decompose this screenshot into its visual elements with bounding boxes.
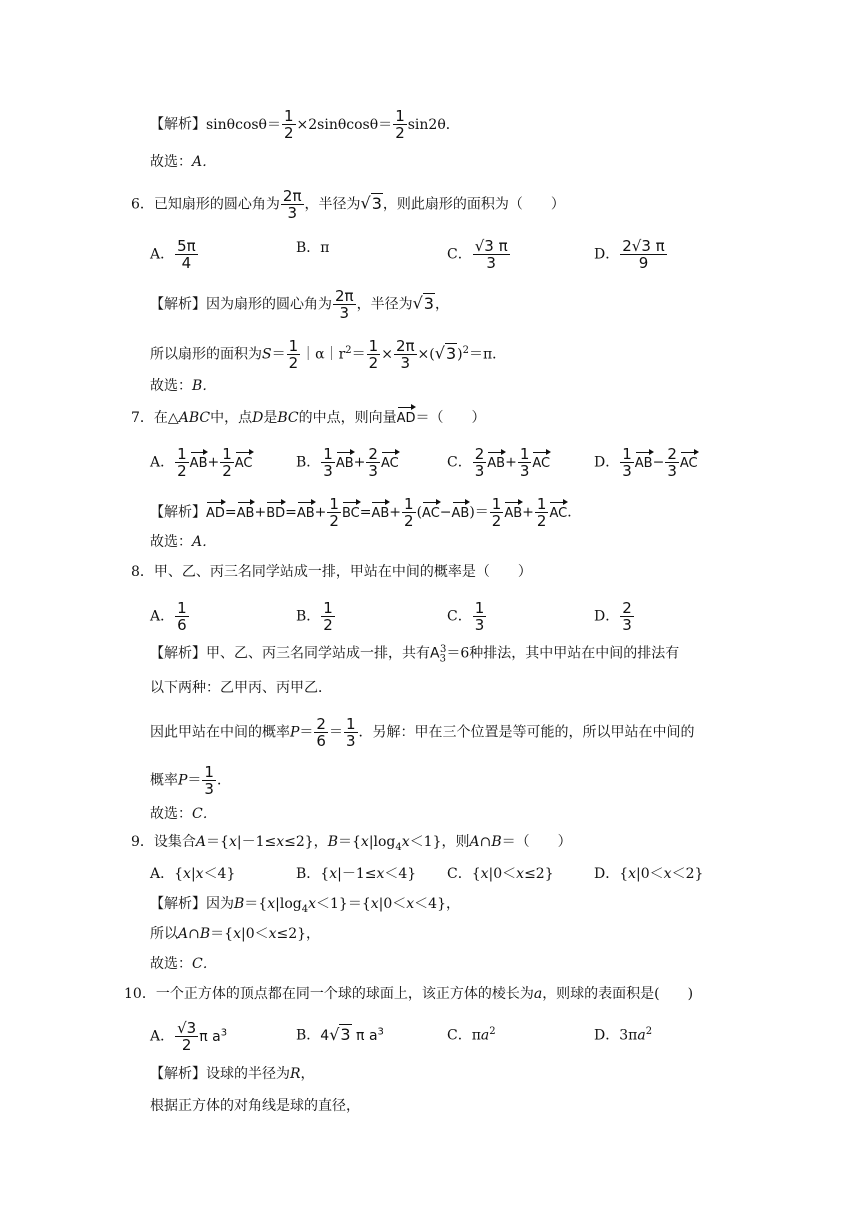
- q8-stem: 8．甲、乙、丙三名同学站成一排，甲站在中间的概率是（ ）: [131, 564, 532, 580]
- q9-stem: 9．设集合A＝{x|－1≤x≤2}，$B=\{x|\log_4x<1\}$，则A∩B＝（ ）: [131, 834, 572, 853]
- q7-option-b: B． $\frac{1}{3}$ AB+ $\frac{2}{3}$ AC: [296, 445, 399, 480]
- q8-option-d: D． $\frac{2}{3}$: [594, 599, 632, 634]
- q9-option-d: D．{x|0＜x＜2}: [594, 866, 704, 882]
- q8-analysis-3: 因此甲站在中间的概率P＝ $\frac{2}{6}$ ＝ $\frac{1}{3}$ ．另解：甲在三个位置是等可能的，所以甲站在中间的: [150, 715, 695, 750]
- q5-analysis: 【解析】sinθcosθ＝ $\frac{1}{2}$ ×2sinθcosθ＝ $\frac{1}{2}$ sin2θ．: [150, 107, 460, 142]
- q6-option-a: A． $\frac{5\pi}{4}$: [150, 237, 196, 272]
- q8-option-a: A． $\frac{1}{6}$: [150, 599, 187, 634]
- q9-answer: 故选：C．: [150, 956, 217, 972]
- q7-stem: 7．在△ABC中，点D是BC的中点，则向量AD＝（ ）: [131, 408, 485, 429]
- q9-option-a: A．{x|x＜4}: [150, 866, 236, 882]
- q10-option-c: C．$\pi a^2$: [447, 1026, 496, 1044]
- q8-answer: 故选：C．: [150, 806, 217, 822]
- q7-analysis: 【解析】AD=AB+BD=AB+ $\frac{1}{2}$ BC=AB+ $\frac{1}{2}$ (AC−AB)＝ $\frac{1}{2}$ AB+ $\frac{1}{2}$ AC．: [150, 495, 582, 530]
- q6-stem: 6．已知扇形的圆心角为 $\frac{2\pi}{3}$ ，半径为√3，则此扇形的面积为（ ）: [131, 187, 565, 222]
- q8-analysis-4: 概率P＝ $\frac{1}{3}$ ．: [150, 763, 231, 798]
- q6-option-d: D． $\frac{2√3 \pi}{9}$: [594, 237, 665, 272]
- q10-analysis-2: 根据正方体的对角线是球的直径，: [150, 1098, 360, 1114]
- q8-analysis-1: 【解析】甲、乙、丙三名同学站成一排，共有$A_3^3=6$种排法，其中甲站在中间的排法有: [150, 644, 680, 665]
- q7-option-c: C． $\frac{2}{3}$ AB+ $\frac{1}{3}$ AC: [447, 445, 551, 480]
- q6-option-b: B．π: [296, 240, 330, 256]
- q8-analysis-2: 以下两种：乙甲丙、丙甲乙．: [150, 680, 332, 696]
- q6-option-c: C． $\frac{√3 \pi}{3}$: [447, 237, 508, 272]
- q9-option-c: C．{x|0＜x≤2}: [447, 866, 554, 882]
- q10-option-a: A． $\frac{√3}{2}$ π $a^3$: [150, 1019, 228, 1054]
- solution-tag: 【解析】: [150, 116, 206, 133]
- q8-option-c: C． $\frac{1}{3}$: [447, 599, 485, 634]
- q9-option-b: B．{x|－1≤x＜4}: [296, 866, 417, 882]
- q6-answer: 故选：B．: [150, 378, 217, 394]
- q7-answer: 故选：A．: [150, 534, 217, 550]
- q9-analysis-1: 【解析】因为$B=\{x|\log_4x<1\}=\{x|0<x<4\}$，: [150, 896, 460, 915]
- q10-option-d: D．$3\pi a^2$: [594, 1026, 653, 1044]
- q9-analysis-2: 所以A∩B＝{x|0＜x≤2}，: [150, 926, 321, 942]
- q10-option-b: B．4√3 π $a^3$: [296, 1024, 384, 1044]
- q7-option-a: A． $\frac{1}{2}$ AB+ $\frac{1}{2}$ AC: [150, 445, 253, 480]
- q7-option-d: D． $\frac{1}{3}$ AB− $\frac{2}{3}$ AC: [594, 445, 698, 480]
- q6-analysis-2: 所以扇形的面积为S＝ $\frac{1}{2}$ $|\alpha|r^2=$ $\frac{1}{2}$ × $\frac{2\pi}{3}$ $\times(√3)^2=\pi$．: [150, 337, 507, 372]
- q10-stem: 10．一个正方体的顶点都在同一个球的球面上，该正方体的棱长为a，则球的表面积是( ): [124, 986, 694, 1002]
- q10-analysis-1: 【解析】设球的半径为R，: [150, 1066, 315, 1082]
- q8-option-b: B． $\frac{1}{2}$: [296, 599, 333, 634]
- q5-answer: 故选：A．: [150, 154, 217, 170]
- q6-analysis-1: 【解析】因为扇形的圆心角为 $\frac{2\pi}{3}$ ，半径为√3，: [150, 287, 449, 322]
